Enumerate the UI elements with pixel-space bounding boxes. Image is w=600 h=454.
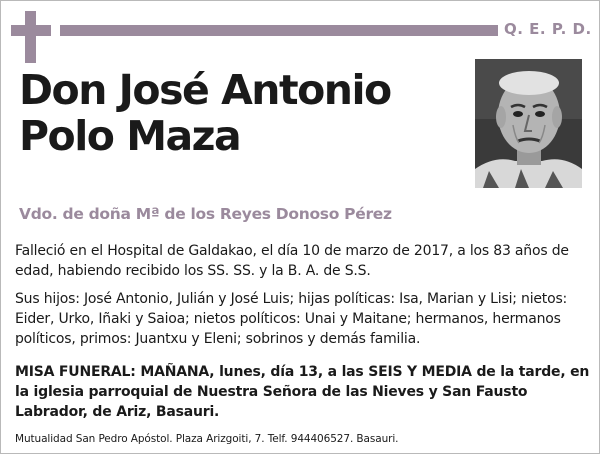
widow-line: Vdo. de doña Mª de los Reyes Donoso Pérez [19,205,392,223]
funeral-mass-paragraph: MISA FUNERAL: MAÑANA, lunes, día 13, a las SEIS Y MEDIA de la tarde, en la iglesia parroquial de Nuestra Señora de las Nieves y San Fausto Labrador, de Ariz, Basauri. [15,364,590,420]
deceased-name [19,67,459,159]
portrait-photo [475,59,582,188]
cross-icon [11,11,51,63]
header-rule [60,25,498,36]
funeral-home-footer: Mutualidad San Pedro Apóstol. Plaza Arizgoiti, 7. Telf. 944406527. Basauri. [15,433,399,445]
qepd-label: Q. E. P. D. [504,20,592,38]
name-line-2: Polo Maza [19,112,241,160]
name-line-1: Don José Antonio [19,66,391,114]
portrait-photo-icon [475,59,582,188]
family-paragraph: Sus hijos: José Antonio, Julián y José Luis; hijas políticas: Isa, Marian y Lisi; nietos: Eider, Urko, Iñaki y Saioa; nietos políticos: Unai y Maitane; hermanos, hermanos políticos, primos: Juantxu y Eleni; sobrinos y demás familia. [15,291,568,347]
death-notice-paragraph: Falleció en el Hospital de Galdakao, el día 10 de marzo de 2017, a los 83 años de edad, habiendo recibido los SS. SS. y la B. A. de S.S. [15,243,569,279]
